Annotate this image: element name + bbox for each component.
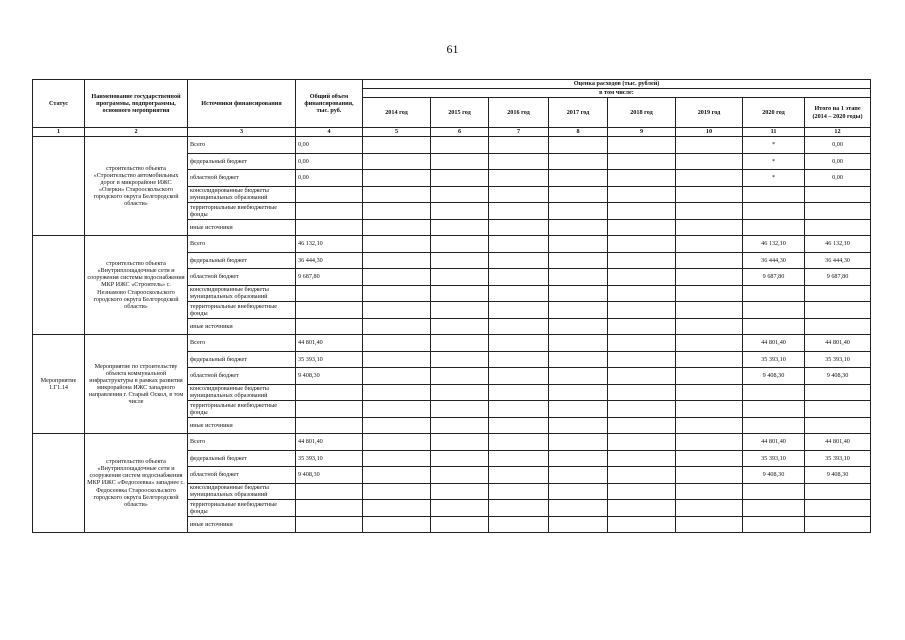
year-cell xyxy=(431,483,489,500)
year-cell xyxy=(608,318,676,335)
measure-name-cell: Мероприятие по строительству объекта коммунальной инфраструктуры в рамках развития микрорайона ИЖС западного направления г. Старый Оскол, в том числе xyxy=(85,335,188,434)
column-number: 6 xyxy=(431,128,489,137)
stage-total-cell xyxy=(805,285,871,302)
year-2020-cell xyxy=(743,203,805,220)
year-cell xyxy=(549,252,608,269)
year-cell xyxy=(363,186,431,203)
year-cell xyxy=(489,368,549,385)
year-2020-cell: 44 801,40 xyxy=(743,335,805,352)
year-2020-cell: 36 444,30 xyxy=(743,252,805,269)
total-cell: 9 408,30 xyxy=(296,467,363,484)
stage-total-cell: 36 444,30 xyxy=(805,252,871,269)
year-cell xyxy=(549,516,608,533)
year-cell xyxy=(431,219,489,236)
source-cell: консолидированные бюджеты муниципальных образований xyxy=(188,186,296,203)
stage-total-cell: 44 801,40 xyxy=(805,434,871,451)
year-cell xyxy=(608,401,676,418)
year-cell xyxy=(549,368,608,385)
header-stage-total: Итого на 1 этапе (2014 – 2020 годы) xyxy=(805,98,871,128)
year-cell xyxy=(363,318,431,335)
source-cell: Всего xyxy=(188,434,296,451)
total-cell xyxy=(296,186,363,203)
column-number: 4 xyxy=(296,128,363,137)
year-cell xyxy=(489,500,549,517)
measure-name-cell: строительство объекта «Внутриплощадочные сети и сооружения систем водоснабжения МКР ИЖС «Федосеевка» западнее с. Федосеевка Старооскольского городского округа Белгородской области» xyxy=(85,434,188,533)
year-2020-cell: * xyxy=(743,137,805,154)
source-cell: областной бюджет xyxy=(188,170,296,187)
year-2020-cell xyxy=(743,318,805,335)
stage-total-cell xyxy=(805,384,871,401)
year-cell xyxy=(431,434,489,451)
year-cell xyxy=(431,318,489,335)
year-cell xyxy=(549,467,608,484)
year-cell xyxy=(363,269,431,286)
year-cell xyxy=(489,236,549,253)
year-cell xyxy=(363,285,431,302)
header-year: 2016 год xyxy=(489,98,549,128)
stage-total-cell xyxy=(805,401,871,418)
year-cell xyxy=(608,269,676,286)
year-cell xyxy=(608,170,676,187)
year-cell xyxy=(549,285,608,302)
year-cell xyxy=(549,351,608,368)
source-cell: иные источники xyxy=(188,417,296,434)
total-cell xyxy=(296,401,363,418)
year-cell xyxy=(676,153,743,170)
year-2020-cell: 9 687,80 xyxy=(743,269,805,286)
year-2020-cell: * xyxy=(743,153,805,170)
year-cell xyxy=(608,351,676,368)
year-cell xyxy=(549,269,608,286)
year-cell xyxy=(676,285,743,302)
source-cell: консолидированные бюджеты муниципальных образований xyxy=(188,285,296,302)
column-number: 8 xyxy=(549,128,608,137)
year-cell xyxy=(608,285,676,302)
year-cell xyxy=(431,450,489,467)
total-cell xyxy=(296,384,363,401)
year-cell xyxy=(608,417,676,434)
stage-total-cell: 9 687,80 xyxy=(805,269,871,286)
year-cell xyxy=(489,285,549,302)
year-cell xyxy=(608,450,676,467)
year-cell xyxy=(363,384,431,401)
year-2020-cell: 44 801,40 xyxy=(743,434,805,451)
year-2020-cell: 9 408,30 xyxy=(743,368,805,385)
year-cell xyxy=(431,203,489,220)
source-cell: областной бюджет xyxy=(188,269,296,286)
year-cell xyxy=(431,186,489,203)
year-cell xyxy=(363,137,431,154)
year-cell xyxy=(489,450,549,467)
year-cell xyxy=(431,285,489,302)
year-cell xyxy=(676,368,743,385)
status-cell xyxy=(33,236,85,335)
year-2020-cell xyxy=(743,285,805,302)
year-cell xyxy=(549,186,608,203)
year-cell xyxy=(608,434,676,451)
year-cell xyxy=(608,219,676,236)
source-cell: федеральный бюджет xyxy=(188,153,296,170)
year-cell xyxy=(489,170,549,187)
year-cell xyxy=(608,368,676,385)
table-row xyxy=(33,434,871,451)
year-cell xyxy=(489,483,549,500)
total-cell: 9 687,80 xyxy=(296,269,363,286)
stage-total-cell xyxy=(805,417,871,434)
stage-total-cell: 46 132,10 xyxy=(805,236,871,253)
year-cell xyxy=(431,252,489,269)
year-cell xyxy=(549,137,608,154)
year-cell xyxy=(549,219,608,236)
total-cell xyxy=(296,516,363,533)
source-cell: федеральный бюджет xyxy=(188,252,296,269)
header-year: 2020 год xyxy=(743,98,805,128)
header-year: 2018 год xyxy=(608,98,676,128)
year-cell xyxy=(363,401,431,418)
source-cell: Всего xyxy=(188,236,296,253)
year-cell xyxy=(549,500,608,517)
stage-total-cell xyxy=(805,516,871,533)
year-2020-cell: 9 408,30 xyxy=(743,467,805,484)
year-cell xyxy=(431,236,489,253)
year-2020-cell: 35 393,10 xyxy=(743,351,805,368)
year-cell xyxy=(363,219,431,236)
year-cell xyxy=(549,153,608,170)
source-cell: иные источники xyxy=(188,318,296,335)
year-2020-cell xyxy=(743,302,805,319)
year-cell xyxy=(549,302,608,319)
year-cell xyxy=(676,384,743,401)
year-cell xyxy=(431,351,489,368)
header-status: Статус xyxy=(33,80,85,128)
year-cell xyxy=(549,384,608,401)
measure-name-cell: строительство объекта «Внутриплощадочные сети и сооружения системы водоснабжения МКР ИЖС «Строитель» с. Незнамово Старооскольского городского округа Белгородской области» xyxy=(85,236,188,335)
header-sources: Источники финансирования xyxy=(188,80,296,128)
year-cell xyxy=(363,335,431,352)
year-cell xyxy=(431,417,489,434)
year-2020-cell xyxy=(743,219,805,236)
page-number: 61 xyxy=(446,42,459,56)
year-cell xyxy=(489,137,549,154)
source-cell: территориальные внебюджетные фонды xyxy=(188,500,296,517)
year-cell xyxy=(431,170,489,187)
status-cell xyxy=(33,137,85,236)
year-cell xyxy=(489,401,549,418)
year-cell xyxy=(431,401,489,418)
year-cell xyxy=(489,186,549,203)
stage-total-cell: 9 408,30 xyxy=(805,467,871,484)
source-cell: областной бюджет xyxy=(188,368,296,385)
total-cell xyxy=(296,318,363,335)
year-cell xyxy=(676,500,743,517)
year-cell xyxy=(608,483,676,500)
year-cell xyxy=(676,351,743,368)
year-cell xyxy=(489,351,549,368)
year-cell xyxy=(431,516,489,533)
header-estimate: Оценка расходов (тыс. рублей) xyxy=(363,80,871,89)
year-cell xyxy=(363,236,431,253)
year-cell xyxy=(676,516,743,533)
year-cell xyxy=(676,170,743,187)
source-cell: федеральный бюджет xyxy=(188,351,296,368)
total-cell xyxy=(296,203,363,220)
stage-total-cell: 0,00 xyxy=(805,153,871,170)
year-cell xyxy=(608,236,676,253)
year-cell xyxy=(608,302,676,319)
year-2020-cell xyxy=(743,186,805,203)
year-cell xyxy=(549,170,608,187)
table-row xyxy=(33,236,871,253)
year-cell xyxy=(489,252,549,269)
year-cell xyxy=(608,252,676,269)
source-cell: территориальные внебюджетные фонды xyxy=(188,401,296,418)
stage-total-cell xyxy=(805,318,871,335)
year-cell xyxy=(363,153,431,170)
year-cell xyxy=(363,516,431,533)
year-cell xyxy=(608,516,676,533)
total-cell: 0,00 xyxy=(296,170,363,187)
year-cell xyxy=(431,269,489,286)
total-cell: 0,00 xyxy=(296,153,363,170)
column-number: 9 xyxy=(608,128,676,137)
column-number: 11 xyxy=(743,128,805,137)
year-2020-cell xyxy=(743,417,805,434)
source-cell: иные источники xyxy=(188,516,296,533)
year-2020-cell: * xyxy=(743,170,805,187)
column-number: 3 xyxy=(188,128,296,137)
year-cell xyxy=(363,500,431,517)
total-cell: 46 132,10 xyxy=(296,236,363,253)
year-cell xyxy=(549,203,608,220)
stage-total-cell xyxy=(805,186,871,203)
year-cell xyxy=(489,153,549,170)
year-cell xyxy=(489,302,549,319)
total-cell: 9 408,30 xyxy=(296,368,363,385)
stage-total-cell xyxy=(805,302,871,319)
year-cell xyxy=(363,434,431,451)
year-cell xyxy=(549,434,608,451)
year-cell xyxy=(676,434,743,451)
year-cell xyxy=(676,417,743,434)
budget-table xyxy=(32,79,871,533)
column-number: 7 xyxy=(489,128,549,137)
year-cell xyxy=(363,252,431,269)
source-cell: консолидированные бюджеты муниципальных образований xyxy=(188,384,296,401)
stage-total-cell xyxy=(805,203,871,220)
stage-total-cell: 9 408,30 xyxy=(805,368,871,385)
stage-total-cell: 35 393,10 xyxy=(805,351,871,368)
stage-total-cell: 35 393,10 xyxy=(805,450,871,467)
table-row xyxy=(33,137,871,154)
year-cell xyxy=(549,450,608,467)
total-cell: 35 393,10 xyxy=(296,351,363,368)
source-cell: территориальные внебюджетные фонды xyxy=(188,302,296,319)
year-cell xyxy=(608,500,676,517)
year-cell xyxy=(363,203,431,220)
year-cell xyxy=(676,252,743,269)
year-cell xyxy=(549,236,608,253)
year-2020-cell xyxy=(743,384,805,401)
year-cell xyxy=(676,186,743,203)
year-cell xyxy=(676,401,743,418)
year-cell xyxy=(676,203,743,220)
source-cell: консолидированные бюджеты муниципальных образований xyxy=(188,483,296,500)
source-cell: федеральный бюджет xyxy=(188,450,296,467)
year-cell xyxy=(489,417,549,434)
source-cell: областной бюджет xyxy=(188,467,296,484)
year-cell xyxy=(676,137,743,154)
year-cell xyxy=(363,368,431,385)
year-cell xyxy=(676,467,743,484)
total-cell xyxy=(296,500,363,517)
year-cell xyxy=(489,318,549,335)
total-cell: 35 393,10 xyxy=(296,450,363,467)
header-total: Общий объем финансирования, тыс. руб. xyxy=(296,80,363,128)
column-number-row xyxy=(33,128,871,137)
year-cell xyxy=(489,467,549,484)
year-cell xyxy=(549,335,608,352)
year-cell xyxy=(549,401,608,418)
column-number: 12 xyxy=(805,128,871,137)
year-cell xyxy=(608,153,676,170)
source-cell: иные источники xyxy=(188,219,296,236)
year-cell xyxy=(431,302,489,319)
source-cell: Всего xyxy=(188,335,296,352)
year-cell xyxy=(431,368,489,385)
year-cell xyxy=(676,335,743,352)
year-cell xyxy=(363,302,431,319)
year-cell xyxy=(549,318,608,335)
year-cell xyxy=(431,137,489,154)
year-cell xyxy=(608,186,676,203)
year-cell xyxy=(676,219,743,236)
year-cell xyxy=(431,500,489,517)
year-cell xyxy=(363,450,431,467)
year-cell xyxy=(363,467,431,484)
year-cell xyxy=(676,302,743,319)
total-cell: 44 801,40 xyxy=(296,335,363,352)
year-cell xyxy=(431,335,489,352)
total-cell xyxy=(296,285,363,302)
year-cell xyxy=(431,384,489,401)
column-number: 2 xyxy=(85,128,188,137)
status-cell: Мероприятие 1.Г1.14 xyxy=(33,335,85,434)
stage-total-cell: 44 801,40 xyxy=(805,335,871,352)
column-number: 10 xyxy=(676,128,743,137)
year-cell xyxy=(608,335,676,352)
header-year: 2014 год xyxy=(363,98,431,128)
year-cell xyxy=(676,236,743,253)
year-cell xyxy=(363,170,431,187)
year-cell xyxy=(431,153,489,170)
year-cell xyxy=(363,351,431,368)
year-2020-cell xyxy=(743,401,805,418)
total-cell xyxy=(296,483,363,500)
status-cell xyxy=(33,434,85,533)
year-cell xyxy=(363,483,431,500)
year-cell xyxy=(489,219,549,236)
year-cell xyxy=(489,335,549,352)
year-cell xyxy=(431,467,489,484)
total-cell: 44 801,40 xyxy=(296,434,363,451)
measure-name-cell: строительство объекта «Строительство автомобильных дорог в микрорайоне ИЖС «Озерки» Старооскольского городского округа Белгородской области» xyxy=(85,137,188,236)
source-cell: Всего xyxy=(188,137,296,154)
year-2020-cell xyxy=(743,500,805,517)
year-cell xyxy=(489,269,549,286)
stage-total-cell: 0,00 xyxy=(805,170,871,187)
stage-total-cell: 0,00 xyxy=(805,137,871,154)
total-cell xyxy=(296,302,363,319)
year-cell xyxy=(676,450,743,467)
total-cell xyxy=(296,219,363,236)
year-2020-cell xyxy=(743,483,805,500)
stage-total-cell xyxy=(805,500,871,517)
total-cell: 36 444,30 xyxy=(296,252,363,269)
stage-total-cell xyxy=(805,219,871,236)
total-cell: 0,00 xyxy=(296,137,363,154)
year-cell xyxy=(608,384,676,401)
year-cell xyxy=(363,417,431,434)
year-2020-cell xyxy=(743,516,805,533)
header-name: Наименование государственной программы, подпрограммы, основного мероприятия xyxy=(85,80,188,128)
header-year: 2017 год xyxy=(549,98,608,128)
year-cell xyxy=(676,318,743,335)
year-cell xyxy=(676,483,743,500)
year-cell xyxy=(676,269,743,286)
year-cell xyxy=(489,434,549,451)
year-cell xyxy=(489,203,549,220)
year-cell xyxy=(608,467,676,484)
header-year: 2015 год xyxy=(431,98,489,128)
column-number: 5 xyxy=(363,128,431,137)
source-cell: территориальные внебюджетные фонды xyxy=(188,203,296,220)
table-row xyxy=(33,335,871,352)
year-cell xyxy=(489,516,549,533)
year-cell xyxy=(549,417,608,434)
year-cell xyxy=(608,137,676,154)
year-cell xyxy=(489,384,549,401)
stage-total-cell xyxy=(805,483,871,500)
year-cell xyxy=(608,203,676,220)
table-body xyxy=(33,137,871,533)
year-2020-cell: 46 132,10 xyxy=(743,236,805,253)
header-including: в том числе: xyxy=(363,89,871,98)
header-year: 2019 год xyxy=(676,98,743,128)
total-cell xyxy=(296,417,363,434)
year-2020-cell: 35 393,10 xyxy=(743,450,805,467)
column-number: 1 xyxy=(33,128,85,137)
year-cell xyxy=(549,483,608,500)
